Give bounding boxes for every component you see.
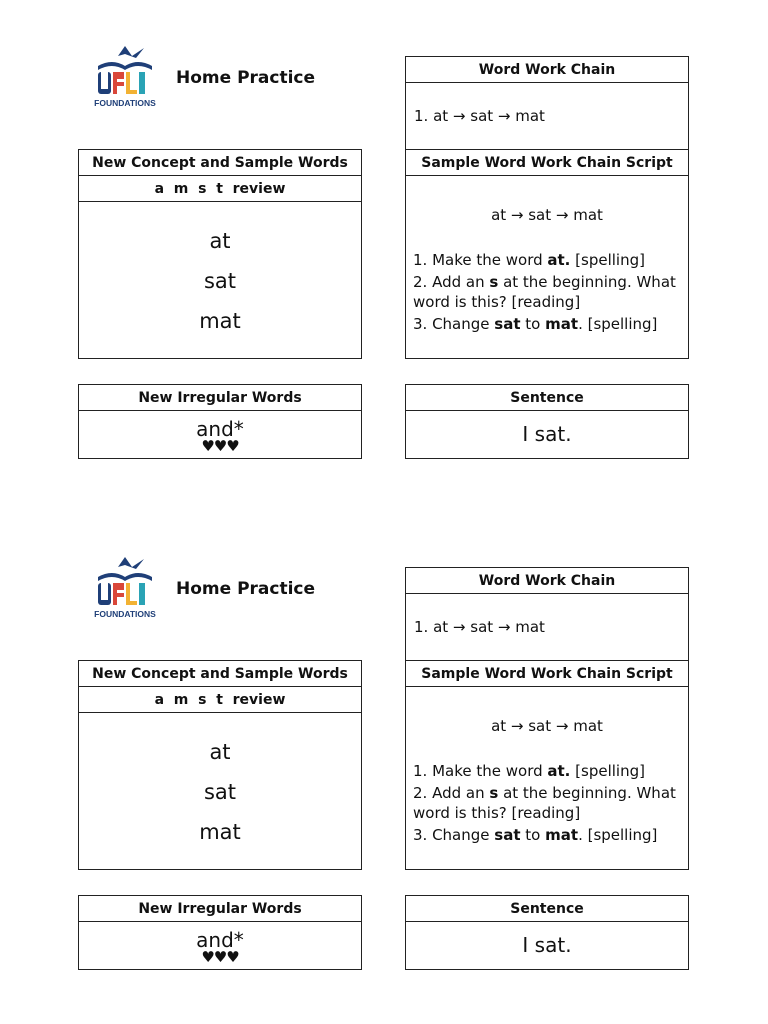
script-chain: at → sat → mat	[491, 206, 603, 224]
sample-words	[79, 732, 361, 852]
sentence-header: Sentence	[406, 896, 688, 922]
sample-word: sat	[203, 780, 237, 804]
script-step-1: 1. Make the word at. [spelling]	[413, 251, 645, 269]
ufli-foundations-logo-icon	[92, 553, 158, 625]
script-steps	[406, 250, 688, 334]
irregular-words-header: New Irregular Words	[79, 896, 361, 922]
svg-text:FOUNDATIONS: FOUNDATIONS	[94, 98, 156, 108]
concept-letters: a m s t review	[79, 687, 361, 713]
ufli-foundations-logo-icon	[92, 42, 158, 114]
word-work-chain-box	[405, 56, 689, 150]
script-step-3: 3. Change sat to mat. [spelling]	[413, 826, 658, 844]
heart-icons: ♥♥♥	[201, 437, 239, 455]
irregular-words-box	[78, 384, 362, 459]
sample-word: sat	[203, 269, 237, 293]
sample-word: mat	[199, 309, 241, 333]
sample-script-box	[405, 149, 689, 359]
sample-words	[79, 221, 361, 341]
script-steps	[406, 761, 688, 845]
new-concept-box	[78, 149, 362, 359]
sentence-text: I sat.	[522, 422, 572, 446]
sentence-text: I sat.	[522, 933, 572, 957]
script-step-2: 2. Add an s at the beginning. What word is this? [reading]	[413, 273, 676, 311]
script-step-3: 3. Change sat to mat. [spelling]	[413, 315, 658, 333]
sentence-box	[405, 384, 689, 459]
sentence-header: Sentence	[406, 385, 688, 411]
sentence-box	[405, 895, 689, 970]
sample-script-header: Sample Word Work Chain Script	[406, 661, 688, 687]
sample-word: at	[209, 229, 231, 253]
new-concept-box	[78, 660, 362, 870]
word-work-chain-box	[405, 567, 689, 661]
word-work-chain-header: Word Work Chain	[406, 57, 688, 83]
word-work-chain-text: 1. at → sat → mat	[414, 618, 545, 636]
irregular-words-box	[78, 895, 362, 970]
script-step-1: 1. Make the word at. [spelling]	[413, 762, 645, 780]
irregular-word: and*	[196, 928, 244, 952]
word-work-chain-header: Word Work Chain	[406, 568, 688, 594]
sample-word: mat	[199, 820, 241, 844]
script-step-2: 2. Add an s at the beginning. What word is this? [reading]	[413, 784, 676, 822]
new-concept-header: New Concept and Sample Words	[79, 661, 361, 687]
new-concept-header: New Concept and Sample Words	[79, 150, 361, 176]
page-title: Home Practice	[176, 68, 316, 88]
word-work-chain-text: 1. at → sat → mat	[414, 107, 545, 125]
svg-text:FOUNDATIONS: FOUNDATIONS	[94, 609, 156, 619]
heart-icons: ♥♥♥	[201, 948, 239, 966]
sample-word: at	[209, 740, 231, 764]
sample-script-header: Sample Word Work Chain Script	[406, 150, 688, 176]
home-practice-card-2	[0, 511, 768, 1023]
irregular-words-header: New Irregular Words	[79, 385, 361, 411]
concept-letters: a m s t review	[79, 176, 361, 202]
irregular-word: and*	[196, 417, 244, 441]
sample-script-box	[405, 660, 689, 870]
page-title: Home Practice	[176, 579, 316, 599]
script-chain: at → sat → mat	[491, 717, 603, 735]
